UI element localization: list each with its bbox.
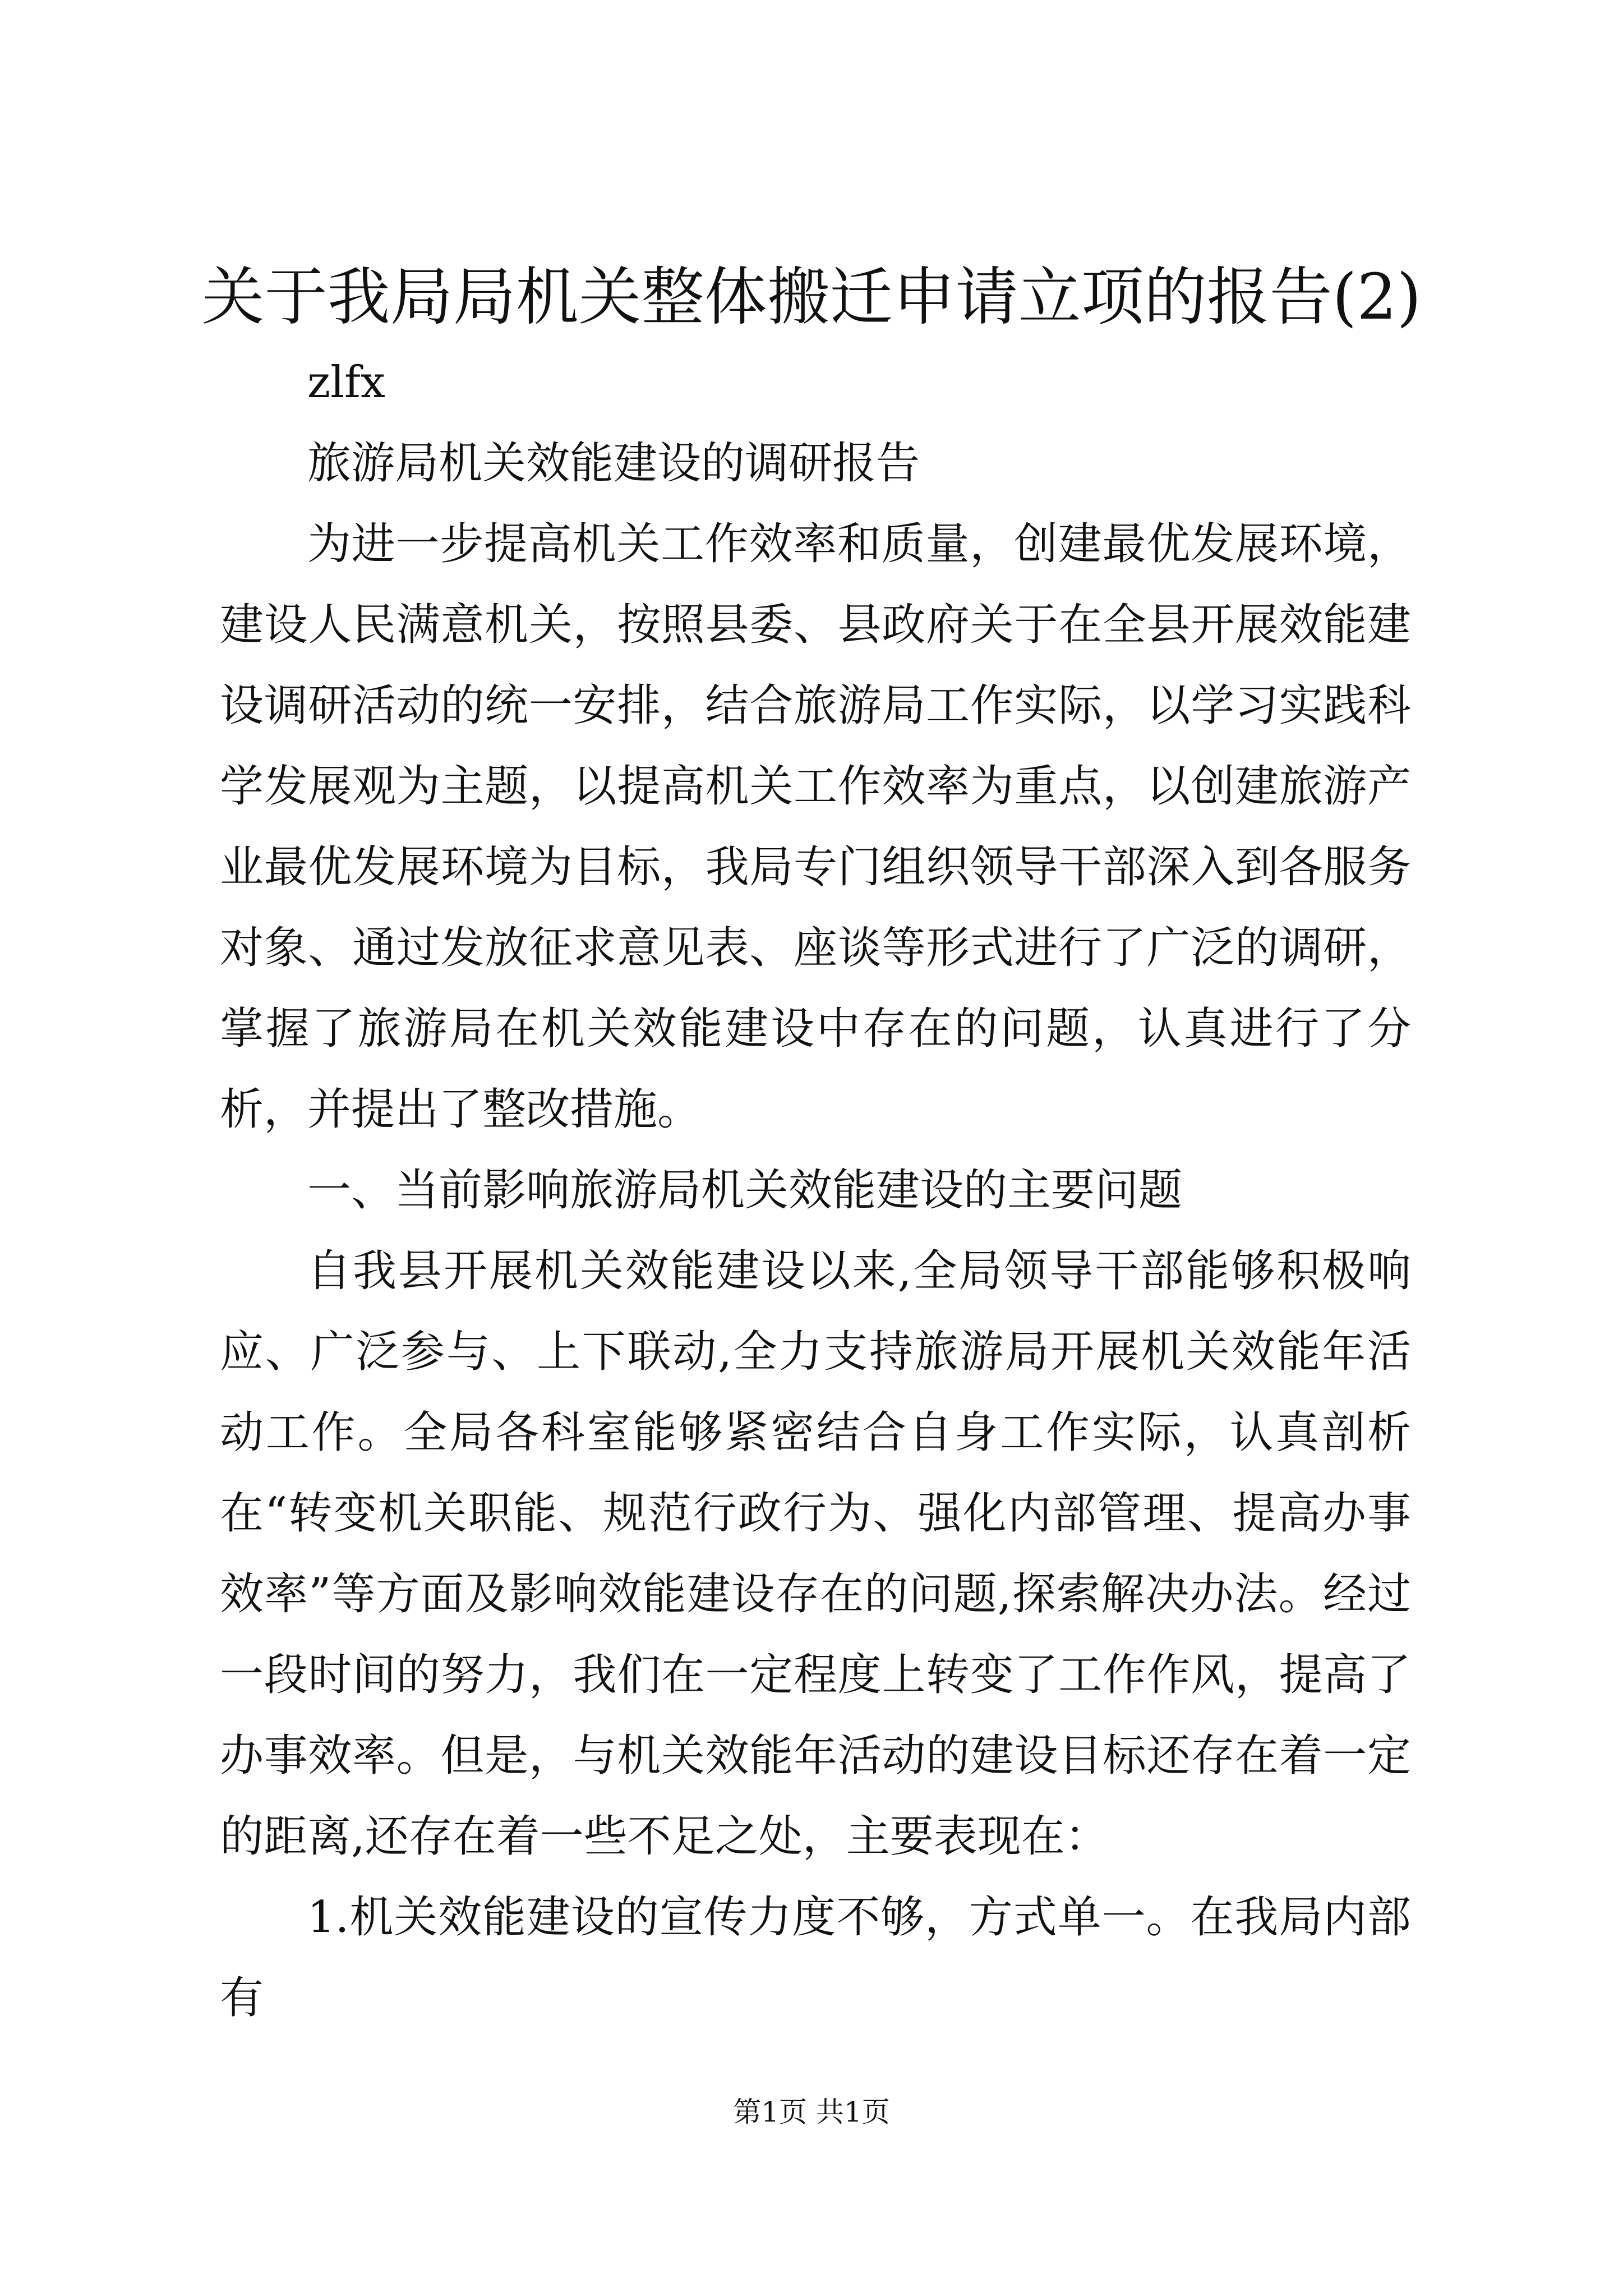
paragraph-section-heading: 一、当前影响旅游局机关效能建设的主要问题 [307,1165,1183,1216]
paragraph-intro: 为进一步提高机关工作效率和质量，创建最优发展环境，建设人民满意机关，按照县委、县政府关于在全县开展效能建设调研活动的统一安排，结合旅游局工作实际，以学习实践科学发展观为主题，以提高机关工作效率为重点，以创建旅游产业最优发展环境为目标，我局专门组织领导干部深入到各服务对象、通过发放征求意见表、座谈等形式进行了广泛的调研，掌握了旅游局在机关效能建设中存在的问题，认真进行了分析，并提出了整改措施。 [220,519,1411,1135]
paragraph-overview: 自我县开展机关效能建设以来,全局领导干部能够积极响应、广泛参与、上下联动,全力支持旅游局开展机关效能年活动工作。全局各科室能够紧密结合自身工作实际，认真剖析在“转变机关职能、规范行政行为、强化内部管理、提高办事效率”等方面及影响效能建设存在的问题,探索解决办法。经过一段时间的努力，我们在一定程度上转变了工作作风，提高了办事效率。但是，与机关效能年活动的建设目标还存在着一定的距离,还存在着一些不足之处，主要表现在： [220,1246,1411,1862]
paragraph-item-1: 1.机关效能建设的宣传力度不够，方式单一。在我局内部有 [220,1892,1411,2023]
paragraph-report-heading: 旅游局机关效能建设的调研报告 [307,438,920,489]
paragraph-author-tag: zlfx [307,357,385,408]
page-footer: 第1页 共1页 [733,2096,890,2128]
document-body [220,342,1411,2039]
document-title: 关于我局局机关整体搬迁申请立项的报告(2) [201,261,1422,334]
